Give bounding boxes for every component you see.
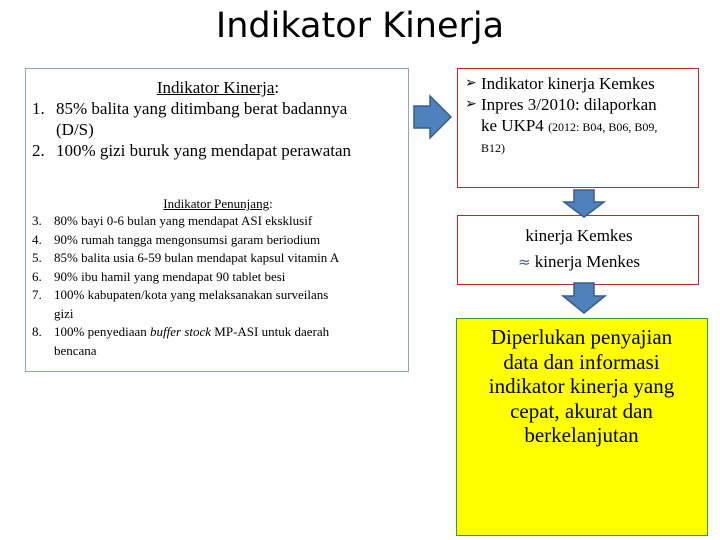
page-title: Indikator Kinerja	[215, 6, 505, 46]
item-text-post: MP-ASI untuk daerah	[211, 324, 330, 339]
arrowhead-bullet-icon: ➢	[465, 97, 477, 112]
bullet-small-continuation: B12)	[481, 141, 505, 155]
item-number: 1.	[32, 99, 45, 118]
arrowhead-bullet-icon: ➢	[465, 76, 477, 91]
item-text: 90% ibu hamil yang mendapat 90 tablet besi	[54, 268, 286, 284]
kinerja-kemkes-line: kinerja Kemkes	[525, 226, 633, 245]
heading-colon: :	[274, 78, 280, 97]
item-number: 6.	[32, 268, 42, 284]
conclusion-line: data dan informasi	[503, 349, 660, 374]
item-number: 3.	[32, 213, 42, 228]
bullet-text: ke UKP4	[481, 116, 544, 135]
down-arrow-icon	[563, 283, 605, 313]
item-text: 80% bayi 0-6 bulan yang mendapat ASI eksklusif	[54, 213, 313, 228]
item-text-continuation: gizi	[54, 305, 74, 321]
item-text: 100% kabupaten/kota yang melaksanakan surveilans	[54, 287, 329, 302]
item-number: 7.	[32, 287, 42, 302]
item-text: 85% balita usia 6-59 bulan mendapat kapsul vitamin A	[54, 250, 340, 265]
right-arrow-icon	[414, 96, 451, 138]
item-number: 4.	[32, 231, 42, 247]
indikator-penunjang-heading-text: Indikator Penunjang	[163, 196, 270, 211]
item-text: 85% balita yang ditimbang berat badannya	[56, 99, 348, 118]
item-text-italic: buffer stock	[150, 324, 212, 339]
kinerja-menkes-text: kinerja Menkes	[534, 252, 641, 271]
item-number: 5.	[32, 250, 42, 265]
conclusion-line: berkelanjutan	[524, 423, 639, 447]
conclusion-line: indikator kinerja yang	[488, 374, 675, 398]
approx-symbol: ≈	[517, 253, 531, 271]
item-number: 2.	[32, 141, 45, 160]
item-text-pre: 100% penyediaan	[54, 324, 151, 339]
indikator-kinerja-heading-text: Indikator Kinerja	[156, 78, 275, 97]
heading-colon: :	[269, 196, 273, 211]
item-text: 100% gizi buruk yang mendapat perawatan	[56, 141, 352, 160]
item-text-continuation: (D/S)	[56, 120, 94, 139]
conclusion-line: cepat, akurat dan	[510, 398, 653, 423]
item-text-continuation: bencana	[54, 342, 97, 358]
bullet-text: Indikator kinerja Kemkes	[481, 74, 655, 93]
bullet-small-text: (2012: B04, B06, B09,	[548, 120, 658, 134]
down-arrow-icon	[564, 190, 604, 217]
conclusion-line: Diperlukan penyajian	[490, 325, 673, 349]
bullet-text: Inpres 3/2010: dilaporkan	[481, 95, 657, 114]
item-number: 8.	[32, 324, 42, 339]
item-text: 90% rumah tangga mengonsumsi garam beriodium	[54, 231, 321, 247]
